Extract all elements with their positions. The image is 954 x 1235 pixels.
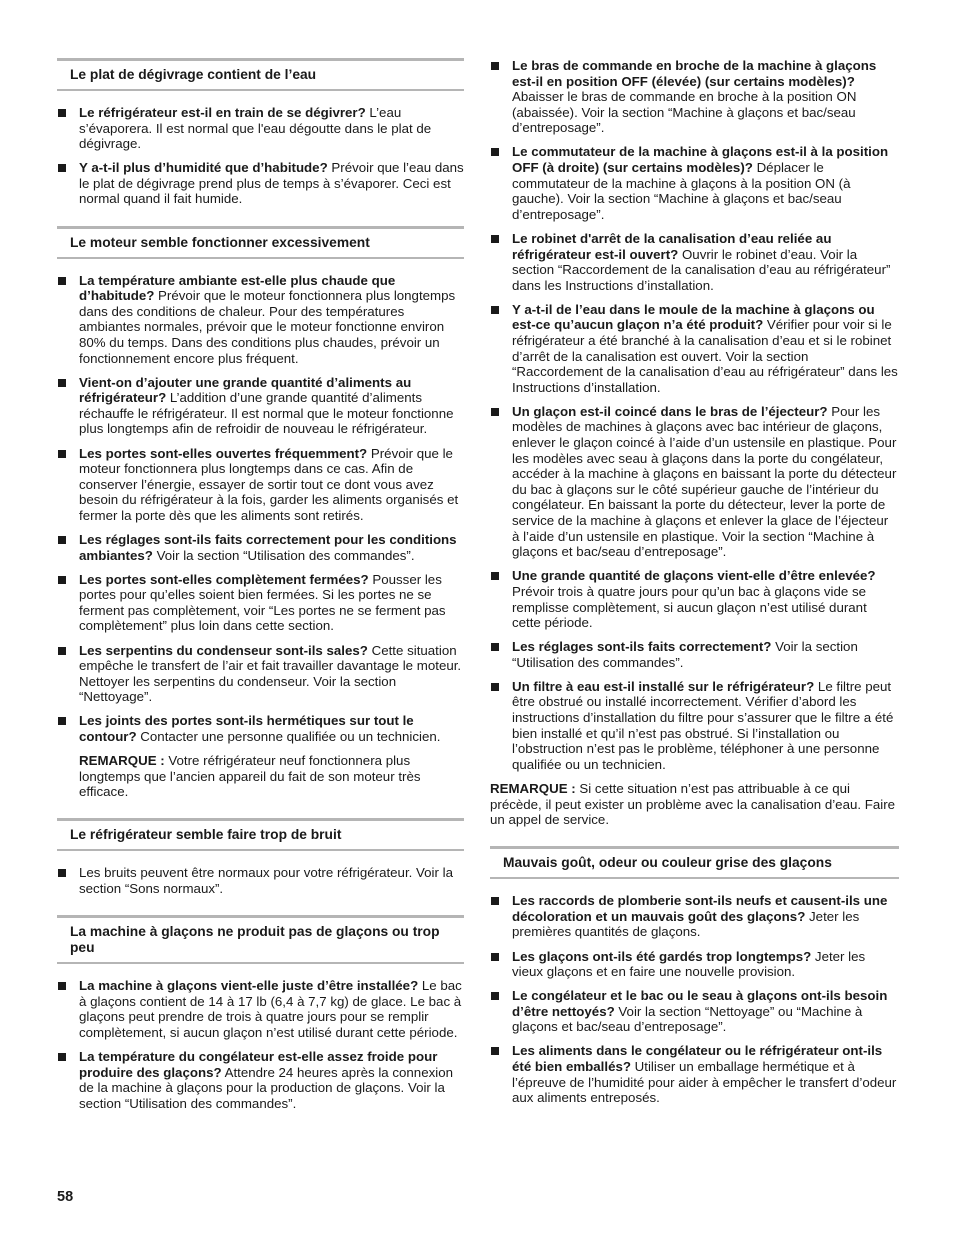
page-number: 58 bbox=[57, 1189, 74, 1205]
list-item: La température ambiante est-elle plus chaude que d’habitude? Prévoir que le moteur fonctionnera plus longtemps dans des conditions de chaleur. Pour des températures ambiantes normales, prévoir que le moteur fonctionne environ 80% du temps. Dans des conditions plus chaudes, prévoir un fonctionnement encore plus fréquent. bbox=[57, 273, 464, 367]
list-item: Un filtre à eau est-il installé sur le réfrigérateur? Le filtre peut être obstrué ou installé incorrectement. Vérifier d’abord les instructions d’installation du filtre pour s’assurer que le filtre a été bien installé et qu’il n’est pas obstrué. Si l’installation ou l’obstruction n’est pas le problème, téléphoner à une personne qualifiée ou un technicien. bbox=[490, 679, 899, 773]
left-column bbox=[57, 58, 464, 1120]
section-heading-ice-maker: La machine à glaçons ne produit pas de glaçons ou trop peu bbox=[57, 915, 464, 964]
note-paragraph: REMARQUE : Votre réfrigérateur neuf fonctionnera plus longtemps que l’ancien appareil du fait de son moteur très efficace. bbox=[79, 753, 421, 800]
square-bullet-icon bbox=[58, 869, 66, 877]
square-bullet-icon bbox=[58, 379, 66, 387]
list-item: Les serpentins du condenseur sont-ils sales? Cette situation empêche le transfert de l’air et fait travailler davantage le moteur. Nettoyer les serpentins du condenseur. Voir la section “Nettoyage”. bbox=[57, 643, 464, 705]
square-bullet-icon bbox=[58, 647, 66, 655]
square-bullet-icon bbox=[491, 897, 499, 905]
square-bullet-icon bbox=[491, 992, 499, 1000]
square-bullet-icon bbox=[491, 408, 499, 416]
square-bullet-icon bbox=[491, 683, 499, 691]
list-item: Les raccords de plomberie sont-ils neufs et causent-ils une décoloration et un mauvais goût des glaçons? Jeter les premières quantités de glaçons. bbox=[490, 893, 899, 940]
list-item: Une grande quantité de glaçons vient-elle d’être enlevée? Prévoir trois à quatre jours pour qu’un bac à glaçons vide se remplisse complètement, si aucun glaçon n’est utilisé durant cette période. bbox=[490, 568, 899, 630]
list-item: Les portes sont-elles complètement fermées? Pousser les portes pour qu’elles soient bien fermées. Si les portes ne se ferment pas complètement, voir “Les portes ne se ferment pas complètement” plus loin dans cette section. bbox=[57, 572, 464, 634]
list-item: Les réglages sont-ils faits correctement pour les conditions ambiantes? Voir la section “Utilisation des commandes”. bbox=[57, 532, 464, 563]
list-item: Le bras de commande en broche de la machine à glaçons est-il en position OFF (élevée) (sur certains modèles)? Abaisser le bras de commande en broche à la position ON (abaissée). Voir la section “Machine à glaçons et bac/seau d’entreposage”. bbox=[490, 58, 899, 136]
square-bullet-icon bbox=[491, 235, 499, 243]
square-bullet-icon bbox=[491, 643, 499, 651]
list-item: Y a-t-il plus d’humidité que d’habitude? Prévoir que l’eau dans le plat de dégivrage prend plus de temps à s’évaporer. Ceci est normal quand il fait humide. bbox=[57, 160, 464, 207]
list-item: Les bruits peuvent être normaux pour votre réfrigérateur. Voir la section “Sons normaux”. bbox=[57, 865, 464, 896]
note-paragraph: REMARQUE : Si cette situation n’est pas attribuable à ce qui précède, il peut exister un problème avec la canalisation d’eau. Faire un appel de service. bbox=[490, 780, 896, 828]
square-bullet-icon bbox=[491, 953, 499, 961]
square-bullet-icon bbox=[58, 164, 66, 172]
square-bullet-icon bbox=[58, 1053, 66, 1061]
list-item: Un glaçon est-il coincé dans le bras de l’éjecteur? Pour les modèles de machines à glaçons avec bac intérieur de glaçons, enlever le glaçon coincé à l’aide d’un ustensile en plastique. Pour les modèles avec seau à glaçons dans la porte du congélateur, accéder à la machine à glaçons en baissant la porte du détecteur du bac à glaçons sur le côté supérieur gauche de l’intérieur du congélateur. En baissant la porte du détecteur, lever la porte de service de la machine à glaçons et enlever la glace de l’éjecteur à l’aide d’un ustensile en plastique. Voir la section “Machine à glaçons et bac/seau d’entreposage”. bbox=[490, 404, 899, 560]
section-heading-noise: Le réfrigérateur semble faire trop de bruit bbox=[57, 818, 464, 851]
square-bullet-icon bbox=[58, 576, 66, 584]
section-heading-ice-taste: Mauvais goût, odeur ou couleur grise des glaçons bbox=[490, 846, 899, 879]
square-bullet-icon bbox=[58, 536, 66, 544]
list-item: Le commutateur de la machine à glaçons est-il à la position OFF (à droite) (sur certains modèles)? Déplacer le commutateur de la machine à glaçons à la position ON (à gauche). Voir la section “Machine à glaçons et bac/seau d’entreposage”. bbox=[490, 144, 899, 222]
square-bullet-icon bbox=[491, 1047, 499, 1055]
list-item: Vient-on d’ajouter une grande quantité d’aliments au réfrigérateur? L’addition d’une grande quantité d’aliments réchauffe le réfrigérateur. Il est normal que le moteur fonctionne plus longtemps afin de refroidir de nouveau le réfrigérateur. bbox=[57, 375, 464, 437]
section-heading-motor: Le moteur semble fonctionner excessivement bbox=[57, 226, 464, 259]
list-item: Le congélateur et le bac ou le seau à glaçons ont-ils besoin d’être nettoyés? Voir la section “Nettoyage” ou “Machine à glaçons et bac/seau d’entreposage”. bbox=[490, 988, 899, 1035]
list-item: Les glaçons ont-ils été gardés trop longtemps? Jeter les vieux glaçons et en faire une nouvelle provision. bbox=[490, 949, 899, 980]
square-bullet-icon bbox=[58, 277, 66, 285]
square-bullet-icon bbox=[58, 450, 66, 458]
list-item: Le réfrigérateur est-il en train de se dégivrer? L’eau s’évaporera. Il est normal que l'eau dégoutte dans le plat de dégivrage. bbox=[57, 105, 464, 152]
list-item: Les réglages sont-ils faits correctement? Voir la section “Utilisation des commandes”. bbox=[490, 639, 899, 670]
list-item: Y a-t-il de l’eau dans le moule de la machine à glaçons ou est-ce qu’aucun glaçon n’a été produit? Vérifier pour voir si le réfrigérateur a été branché à la canalisation d’eau et si le robinet d’arrêt de la canalisation est ouvert. Voir la section “Raccordement de la canalisation d’eau au réfrigérateur” dans les Instructions d’installation. bbox=[490, 302, 899, 396]
right-column bbox=[490, 58, 899, 1114]
square-bullet-icon bbox=[58, 109, 66, 117]
square-bullet-icon bbox=[491, 572, 499, 580]
square-bullet-icon bbox=[491, 62, 499, 70]
list-item: La température du congélateur est-elle assez froide pour produire des glaçons? Attendre 24 heures après la connexion de la machine à glaçons pour la production de glaçons. Voir la section “Utilisation des commandes”. bbox=[57, 1049, 464, 1111]
square-bullet-icon bbox=[491, 306, 499, 314]
square-bullet-icon bbox=[58, 982, 66, 990]
square-bullet-icon bbox=[491, 148, 499, 156]
list-item: Les portes sont-elles ouvertes fréquemment? Prévoir que le moteur fonctionnera plus longtemps dans ce cas. Afin de conserver l’énergie, essayer de sortir tout ce dont vous avez besoin du réfrigérateur à la fois, garder les aliments organisés et fermer la porte dès que les aliments sont retirés. bbox=[57, 446, 464, 524]
list-item: Les joints des portes sont-ils hermétiques sur tout le contour? Contacter une personne qualifiée ou un technicien. bbox=[57, 713, 464, 744]
square-bullet-icon bbox=[58, 717, 66, 725]
list-item: Les aliments dans le congélateur ou le réfrigérateur ont-ils été bien emballés? Utiliser un emballage hermétique et à l’épreuve de l’humidité pour aider à empêcher le transfert d’odeur aux aliments entreposés. bbox=[490, 1043, 899, 1105]
list-item: Le robinet d'arrêt de la canalisation d’eau reliée au réfrigérateur est-il ouvert? Ouvrir le robinet d’eau. Voir la section “Raccordement de la canalisation d’eau au réfrigérateur” dans les Instructions d’installation. bbox=[490, 231, 899, 293]
list-item: La machine à glaçons vient-elle juste d’être installée? Le bac à glaçons contient de 14 à 17 lb (6,4 à 7,7 kg) de glace. Le bac à glaçons peut prendre de trois à quatre jours pour se remplir complètement, si aucun glaçon n’est utilisé durant cette période. bbox=[57, 978, 464, 1040]
section-heading-defrost-pan: Le plat de dégivrage contient de l’eau bbox=[57, 58, 464, 91]
